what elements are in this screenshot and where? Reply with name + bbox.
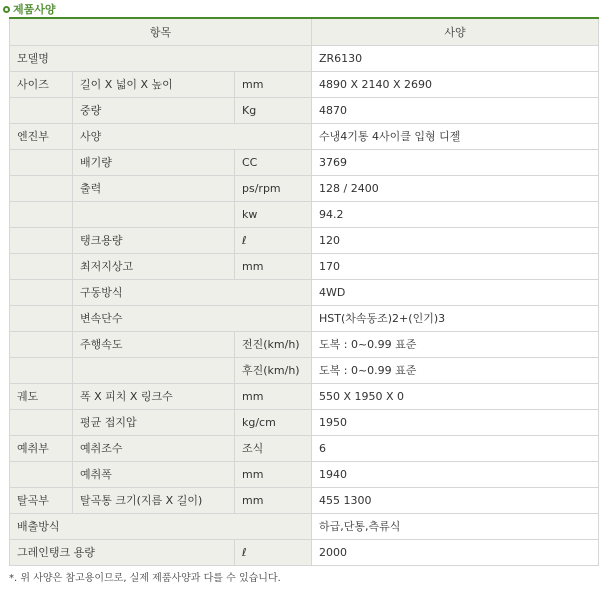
- row-speed-fwd-value: 도복 : 0~0.99 표준: [312, 331, 599, 357]
- row-speed-rev-item: [73, 357, 235, 383]
- table-row: [10, 539, 599, 565]
- row-grain-tank-label: 그레인탱크 용량: [10, 539, 235, 565]
- row-reaper-rows-category: 예취부: [10, 435, 73, 461]
- row-speed-rev-category: [10, 357, 73, 383]
- spec-table: [9, 17, 599, 566]
- row-track-category: 궤도: [10, 383, 73, 409]
- row-transmission-item: 변속단수: [73, 305, 312, 331]
- row-clearance-item: 최저지상고: [73, 253, 235, 279]
- table-row: [10, 331, 599, 357]
- table-row: [10, 513, 599, 539]
- row-reaper-width-value: 1940: [312, 461, 599, 487]
- row-drive-value: 4WD: [312, 279, 599, 305]
- row-clearance-unit: mm: [235, 253, 312, 279]
- row-model-value: ZR6130: [312, 45, 599, 71]
- table-row: [10, 461, 599, 487]
- row-clearance-category: [10, 253, 73, 279]
- section-title: [2, 2, 56, 16]
- row-speed-fwd-item: 주행속도: [73, 331, 235, 357]
- header-spec: 사양: [312, 18, 599, 45]
- table-row: [10, 409, 599, 435]
- table-row: [10, 383, 599, 409]
- row-output-category: [10, 175, 73, 201]
- row-track-unit: mm: [235, 383, 312, 409]
- row-weight-value: 4870: [312, 97, 599, 123]
- row-engine-category: 엔진부: [10, 123, 73, 149]
- row-size-unit: mm: [235, 71, 312, 97]
- row-speed-rev-unit: 후진(km/h): [235, 357, 312, 383]
- row-pressure-category: [10, 409, 73, 435]
- row-speed-rev-value: 도복 : 0~0.99 표준: [312, 357, 599, 383]
- table-row: [10, 435, 599, 461]
- table-row: [10, 97, 599, 123]
- row-thresher-item: 탈곡통 크기(지름 X 길이): [73, 487, 235, 513]
- disclaimer-note: *. 위 사양은 참고용이므로, 실제 제품사양과 다를 수 있습니다.: [9, 573, 281, 584]
- row-weight-category: [10, 97, 73, 123]
- table-row: [10, 45, 599, 71]
- table-row: [10, 279, 599, 305]
- row-displacement-category: [10, 149, 73, 175]
- row-track-item: 폭 X 피치 X 링크수: [73, 383, 235, 409]
- header-row: [10, 18, 599, 45]
- row-clearance-value: 170: [312, 253, 599, 279]
- row-tank-value: 120: [312, 227, 599, 253]
- row-output-unit: ps/rpm: [235, 175, 312, 201]
- row-tank-unit: ℓ: [235, 227, 312, 253]
- row-displacement-item: 배기량: [73, 149, 235, 175]
- row-output-kw-unit: kw: [235, 201, 312, 227]
- row-weight-item: 중량: [73, 97, 235, 123]
- row-speed-fwd-category: [10, 331, 73, 357]
- row-engine-item: 사양: [73, 123, 312, 149]
- row-pressure-value: 1950: [312, 409, 599, 435]
- row-thresher-category: 탈곡부: [10, 487, 73, 513]
- row-weight-unit: Kg: [235, 97, 312, 123]
- row-output-kw-category: [10, 201, 73, 227]
- row-discharge-label: 배출방식: [10, 513, 312, 539]
- row-output-kw-value: 94.2: [312, 201, 599, 227]
- row-displacement-unit: CC: [235, 149, 312, 175]
- bullet-icon: [3, 6, 10, 13]
- table-row: [10, 227, 599, 253]
- row-grain-tank-unit: ℓ: [235, 539, 312, 565]
- row-thresher-unit: mm: [235, 487, 312, 513]
- row-reaper-width-item: 예취폭: [73, 461, 235, 487]
- table-row: [10, 175, 599, 201]
- row-reaper-rows-item: 예취조수: [73, 435, 235, 461]
- header-item: 항목: [10, 18, 312, 45]
- table-row: [10, 487, 599, 513]
- row-grain-tank-value: 2000: [312, 539, 599, 565]
- row-tank-item: 탱크용량: [73, 227, 235, 253]
- row-size-item: 길이 X 넓이 X 높이: [73, 71, 235, 97]
- row-tank-category: [10, 227, 73, 253]
- row-size-value: 4890 X 2140 X 2690: [312, 71, 599, 97]
- row-reaper-width-unit: mm: [235, 461, 312, 487]
- row-output-item: 출력: [73, 175, 235, 201]
- row-discharge-value: 하급,단통,측류식: [312, 513, 599, 539]
- row-thresher-value: 455 1300: [312, 487, 599, 513]
- row-transmission-value: HST(차속동조)2+(인기)3: [312, 305, 599, 331]
- table-row: [10, 71, 599, 97]
- row-reaper-rows-value: 6: [312, 435, 599, 461]
- row-speed-fwd-unit: 전진(km/h): [235, 331, 312, 357]
- row-drive-category: [10, 279, 73, 305]
- table-row: [10, 253, 599, 279]
- section-title-text: 제품사양: [13, 3, 56, 16]
- row-displacement-value: 3769: [312, 149, 599, 175]
- table-row: [10, 123, 599, 149]
- row-pressure-unit: kg/cm: [235, 409, 312, 435]
- row-reaper-rows-unit: 조식: [235, 435, 312, 461]
- row-engine-value: 수냉4기통 4사이클 입형 디젤: [312, 123, 599, 149]
- row-output-kw-item: [73, 201, 235, 227]
- row-drive-item: 구동방식: [73, 279, 312, 305]
- row-reaper-width-category: [10, 461, 73, 487]
- row-model-label: 모델명: [10, 45, 312, 71]
- table-row: [10, 305, 599, 331]
- table-row: [10, 149, 599, 175]
- row-track-value: 550 X 1950 X 0: [312, 383, 599, 409]
- row-size-category: 사이즈: [10, 71, 73, 97]
- row-transmission-category: [10, 305, 73, 331]
- table-row: [10, 357, 599, 383]
- table-row: [10, 201, 599, 227]
- row-pressure-item: 평균 접지압: [73, 409, 235, 435]
- row-output-value: 128 / 2400: [312, 175, 599, 201]
